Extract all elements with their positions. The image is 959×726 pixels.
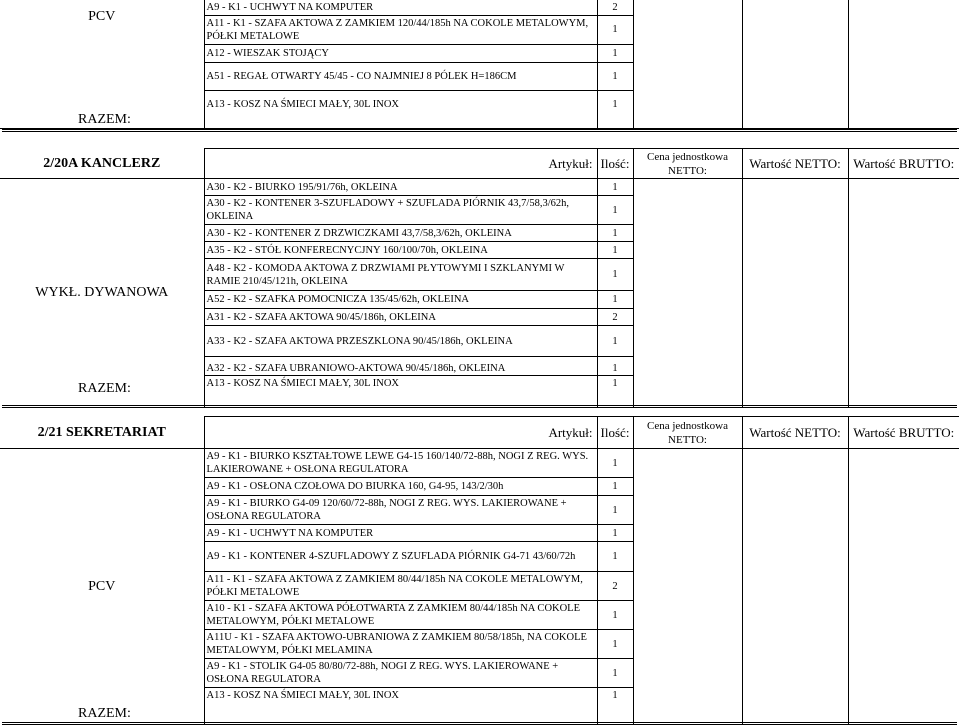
item-qty: 1 xyxy=(597,291,633,309)
item-qty: 1 xyxy=(597,478,633,496)
item-qty: 1 xyxy=(597,357,633,376)
unit-price-cell xyxy=(633,0,742,128)
room-title: 2/21 SEKRETARIAT xyxy=(0,417,204,449)
gross-value-cell xyxy=(848,179,959,407)
item-qty: 1 xyxy=(597,259,633,291)
item-qty: 1 xyxy=(597,62,633,90)
item-qty: 1 xyxy=(597,496,633,525)
net-value-cell xyxy=(742,449,848,724)
room-title: 2/20A KANCLERZ xyxy=(0,149,204,179)
header-unit-price-line2: NETTO: xyxy=(668,433,707,446)
section-divider xyxy=(2,724,957,725)
item-name: A11 - K1 - SZAFA AKTOWA Z ZAMKIEM 120/44/185h NA COKOLE METALOWYM, PÓŁKI METALOWE xyxy=(204,15,597,44)
item-qty: 2 xyxy=(597,309,633,326)
item-name: A9 - K1 - STOLIK G4-05 80/80/72-88h, NOGI Z REG. WYS. LAKIEROWANE + OSŁONA REGULATORA xyxy=(204,659,597,688)
item-qty: 1 xyxy=(597,225,633,242)
header-unit-price xyxy=(633,149,742,179)
item-name: A31 - K2 - SZAFA AKTOWA 90/45/186h, OKLEINA xyxy=(204,309,597,326)
item-qty: 2 xyxy=(597,0,633,15)
item-name: A9 - K1 - BIURKO G4-09 120/60/72-88h, NOGI Z REG. WYS. LAKIEROWANE + OSŁONA REGULATORA xyxy=(204,496,597,525)
item-name: A48 - K2 - KOMODA AKTOWA Z DRZWIAMI PŁYTOWYMI I SZKLANYMI W RAMIE 210/45/121h, OKLEINA xyxy=(204,259,597,291)
razem-label: RAZEM: xyxy=(78,381,131,396)
item-qty: 1 xyxy=(597,376,633,407)
gross-value-cell xyxy=(848,0,959,128)
item-name: A12 - WIESZAK STOJĄCY xyxy=(204,44,597,62)
item-name: A30 - K2 - KONTENER 3-SZUFLADOWY + SZUFLADA PIÓRNIK 43,7/58,3/62h, OKLEINA xyxy=(204,196,597,225)
item-qty: 2 xyxy=(597,572,633,601)
section-divider xyxy=(2,722,957,723)
header-net-value: Wartość NETTO: xyxy=(742,149,848,179)
item-name: A52 - K2 - SZAFKA POMOCNICZA 135/45/62h, OKLEINA xyxy=(204,291,597,309)
item-qty: 1 xyxy=(597,196,633,225)
net-value-cell xyxy=(742,0,848,128)
header-qty: Ilość: xyxy=(597,149,633,179)
item-qty: 1 xyxy=(597,659,633,688)
razem-label: RAZEM: xyxy=(78,706,131,721)
items-table xyxy=(0,0,959,129)
item-name: A9 - K1 - UCHWYT NA KOMPUTER xyxy=(204,0,597,15)
floor-type-label: WYKŁ. DYWANOWA xyxy=(35,285,169,301)
section-sekretariat xyxy=(0,416,959,724)
item-qty: 1 xyxy=(597,15,633,44)
item-qty: 1 xyxy=(597,242,633,259)
header-unit-price-line2: NETTO: xyxy=(668,164,707,177)
items-table xyxy=(0,148,959,407)
item-qty: 1 xyxy=(597,688,633,724)
item-name: A30 - K2 - KONTENER Z DRZWICZKAMI 43,7/58,3/62h, OKLEINA xyxy=(204,225,597,242)
section-divider xyxy=(2,407,957,408)
section-kanclerz xyxy=(0,148,959,406)
item-qty: 1 xyxy=(597,90,633,128)
item-name: A13 - KOSZ NA ŚMIECI MAŁY, 30L INOX xyxy=(204,376,597,407)
net-value-cell xyxy=(742,179,848,407)
floor-type-label: PCV xyxy=(88,578,116,594)
item-name: A13 - KOSZ NA ŚMIECI MAŁY, 30L INOX xyxy=(204,90,597,128)
item-qty: 1 xyxy=(597,449,633,478)
item-name: A30 - K2 - BIURKO 195/91/76h, OKLEINA xyxy=(204,179,597,196)
item-name: A9 - K1 - BIURKO KSZTAŁTOWE LEWE G4-15 160/140/72-88h, NOGI Z REG. WYS. LAKIEROWANE + OSŁONA REGULATORA xyxy=(204,449,597,478)
section-divider xyxy=(2,131,957,132)
item-name: A32 - K2 - SZAFA UBRANIOWO-AKTOWA 90/45/186h, OKLEINA xyxy=(204,357,597,376)
item-name: A51 - REGAŁ OTWARTY 45/45 - CO NAJMNIEJ 8 PÓLEK H=186CM xyxy=(204,62,597,90)
item-qty: 1 xyxy=(597,326,633,357)
item-name: A13 - KOSZ NA ŚMIECI MAŁY, 30L INOX xyxy=(204,688,597,724)
item-qty: 1 xyxy=(597,179,633,196)
floor-type-cell xyxy=(0,179,204,407)
item-qty: 1 xyxy=(597,44,633,62)
floor-type-cell xyxy=(0,0,204,128)
header-unit-price-line1: Cena jednostkowa xyxy=(647,150,728,163)
item-qty: 1 xyxy=(597,601,633,630)
unit-price-cell xyxy=(633,449,742,724)
header-gross-value: Wartość BRUTTO: xyxy=(848,149,959,179)
razem-label: RAZEM: xyxy=(78,112,131,127)
gross-value-cell xyxy=(848,449,959,724)
item-name: A9 - K1 - OSŁONA CZOŁOWA DO BIURKA 160, G4-95, 143/2/30h xyxy=(204,478,597,496)
section-pcv-top xyxy=(0,0,959,130)
header-article: Artykuł: xyxy=(204,417,597,449)
header-article: Artykuł: xyxy=(204,149,597,179)
items-table xyxy=(0,416,959,724)
item-name: A11 - K1 - SZAFA AKTOWA Z ZAMKIEM 80/44/185h NA COKOLE METALOWYM, PÓŁKI METALOWE xyxy=(204,572,597,601)
floor-type-label: PCV xyxy=(88,9,116,24)
header-unit-price xyxy=(633,417,742,449)
item-qty: 1 xyxy=(597,630,633,659)
header-net-value: Wartość NETTO: xyxy=(742,417,848,449)
section-divider xyxy=(2,405,957,406)
header-gross-value: Wartość BRUTTO: xyxy=(848,417,959,449)
item-qty: 1 xyxy=(597,542,633,572)
item-name: A9 - K1 - UCHWYT NA KOMPUTER xyxy=(204,525,597,542)
item-name: A10 - K1 - SZAFA AKTOWA PÓŁOTWARTA Z ZAMKIEM 80/44/185h NA COKOLE METALOWYM, PÓŁKI METALOWE xyxy=(204,601,597,630)
unit-price-cell xyxy=(633,179,742,407)
item-qty: 1 xyxy=(597,525,633,542)
section-divider xyxy=(2,129,957,130)
header-qty: Ilość: xyxy=(597,417,633,449)
floor-type-cell xyxy=(0,449,204,724)
header-unit-price-line1: Cena jednostkowa xyxy=(647,419,728,432)
item-name: A9 - K1 - KONTENER 4-SZUFLADOWY Z SZUFLADA PIÓRNIK G4-71 43/60/72h xyxy=(204,542,597,572)
item-name: A11U - K1 - SZAFA AKTOWO-UBRANIOWA Z ZAMKIEM 80/58/185h, NA COKOLE METALOWYM, PÓŁKI MELAMINA xyxy=(204,630,597,659)
item-name: A33 - K2 - SZAFA AKTOWA PRZESZKLONA 90/45/186h, OKLEINA xyxy=(204,326,597,357)
item-name: A35 - K2 - STÓŁ KONFERECNYCJNY 160/100/70h, OKLEINA xyxy=(204,242,597,259)
